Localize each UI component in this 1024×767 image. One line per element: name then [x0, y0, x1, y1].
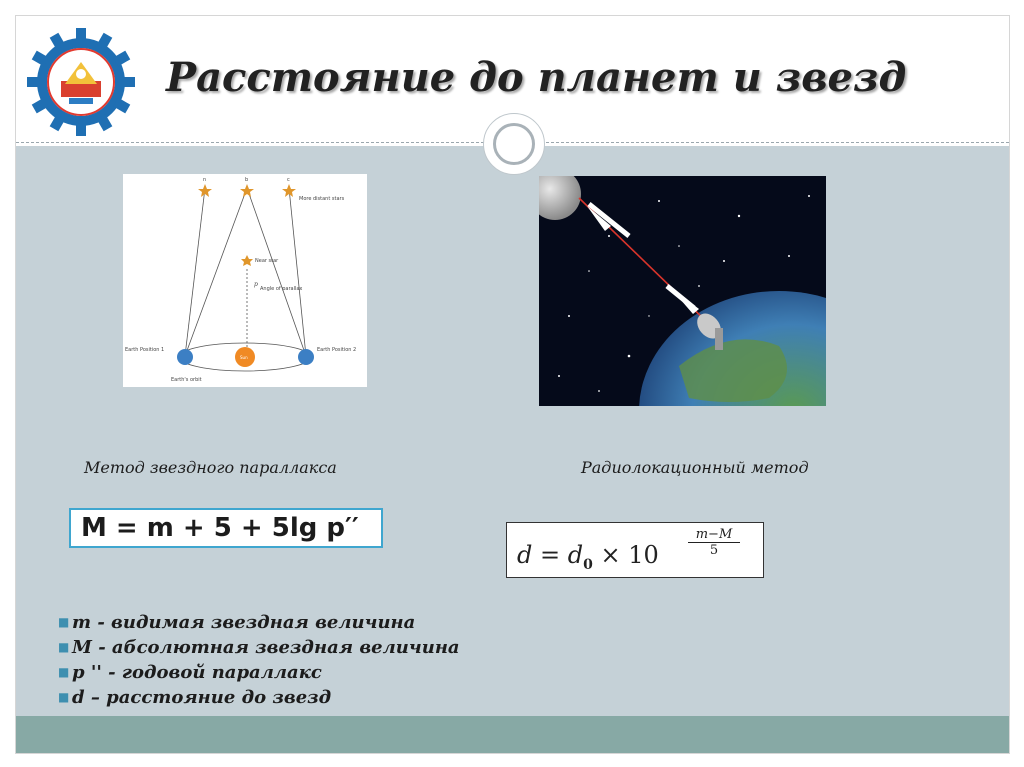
legend-text: M - абсолютная звездная величина — [72, 637, 460, 658]
slide — [15, 15, 1010, 754]
formula-distance-subscript: 0 — [583, 556, 593, 573]
legend-text: p '' - годовой параллакс — [72, 662, 322, 683]
near-star-label: Near star — [255, 258, 279, 264]
bullet-icon: ■ — [58, 615, 70, 629]
bullet-icon: ■ — [58, 665, 70, 679]
legend-text: d – расстояние до звезд — [72, 687, 332, 708]
formula-distance-lhs: d = d — [517, 541, 584, 569]
college-logo — [25, 26, 137, 138]
earth-position-1-label: Earth Position 1 — [125, 347, 165, 353]
legend-item-p — [58, 662, 460, 687]
earth-orbit-label: Earth's orbit — [171, 377, 202, 383]
footer-bar — [16, 716, 1009, 753]
legend-item-d — [58, 687, 460, 712]
radar-method-image — [539, 176, 826, 406]
p-label: p — [254, 281, 258, 288]
exponent-numerator: m−M — [688, 527, 740, 543]
stellar-parallax-diagram — [123, 174, 367, 387]
bullet-icon: ■ — [58, 690, 70, 704]
star-label-b: b — [245, 177, 249, 183]
formula-distance-main — [517, 541, 659, 573]
slide-title: Расстояние до планет и звезд — [166, 54, 907, 101]
formula-distance-rhs: × 10 — [592, 541, 659, 569]
star-label-c: c — [287, 177, 290, 183]
bullet-icon: ■ — [58, 640, 70, 654]
exponent-denominator: 5 — [709, 543, 719, 558]
decorative-ring — [483, 113, 545, 175]
parallax-angle-label: Angle of parallax — [260, 286, 303, 292]
legend-text: m - видимая звездная величина — [72, 612, 416, 633]
formula-distance-exponent — [688, 527, 740, 558]
star-label-a: n — [203, 177, 207, 183]
formula-absolute-magnitude: M = m + 5 + 5lg p′′ — [69, 508, 383, 548]
legend-item-m — [58, 612, 460, 637]
legend-item-M — [58, 637, 460, 662]
sun-label: Sun — [240, 355, 248, 360]
variables-legend — [58, 612, 460, 712]
slide-content — [16, 146, 1009, 716]
caption-parallax-method: Метод звездного параллакса — [84, 458, 337, 477]
distant-stars-label: More distant stars — [299, 196, 345, 202]
earth-position-2-label: Earth Position 2 — [317, 347, 357, 353]
caption-radar-method: Радиолокационный метод — [581, 458, 809, 477]
formula-distance — [506, 522, 764, 578]
